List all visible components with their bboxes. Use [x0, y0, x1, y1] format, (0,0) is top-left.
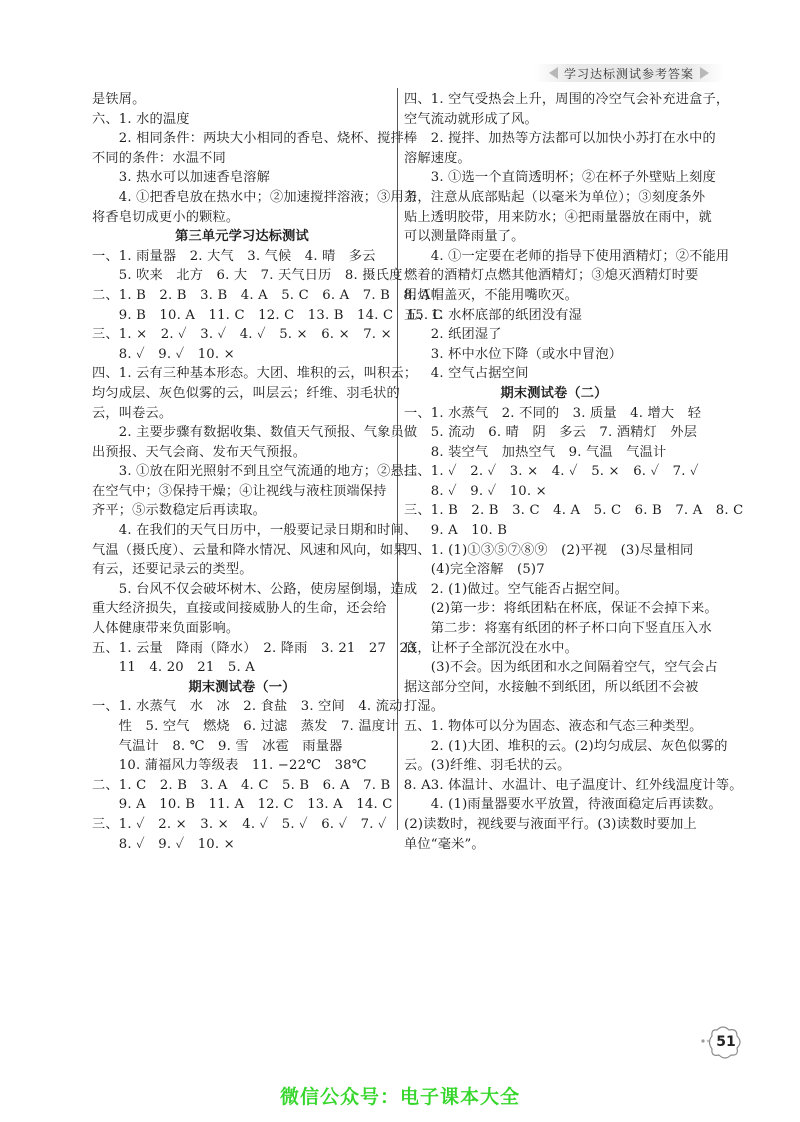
answer-line: 齐平；⑤示数稳定后再读取。: [92, 503, 267, 519]
triangle-left-icon: [549, 67, 558, 79]
answer-line: 均匀成层、灰色似雾的云，叫层云；纤维、羽毛状的: [92, 385, 400, 401]
footer-watermark: 微信公众号：电子课本大全: [279, 1086, 520, 1108]
answer-line: 5. 流动 6. 晴 阴 多云 7. 酒精灯 外层: [404, 425, 698, 441]
triangle-right-icon: [700, 67, 709, 79]
answer-line: 一、1. 雨量器 2. 大气 3. 气候 4. 晴 多云: [92, 248, 376, 264]
answer-line: 单位“毫米”。: [404, 836, 485, 852]
answer-line: 有云，还要记录云的类型。: [92, 562, 253, 578]
answer-line: 四、1. (1)①③⑤⑦⑧⑨ (2)平视 (3)尽量相同: [404, 542, 694, 558]
answer-line: 2. (1)做过。空气能否占据空间。: [404, 581, 629, 597]
answer-line: 8. ✓ 9. ✓ 10. ×: [92, 346, 235, 362]
answer-line: 打湿。: [404, 699, 445, 715]
answer-line: 9. A 10. B 11. A 12. C 13. A 14. C: [92, 797, 393, 813]
answer-line: 4. (1)雨量器要水平放置，待液面稳定后再读数。: [404, 797, 722, 813]
answer-line: 2. 搅拌、加热等方法都可以加快小苏打在水中的: [404, 131, 716, 147]
answer-line: 可以测量降雨量了。: [404, 229, 525, 245]
page-number-badge: [697, 1024, 743, 1060]
answer-line: 云。(3)纤维、羽毛状的云。: [404, 758, 571, 774]
answer-line: 8. ✓ 9. ✓ 10. ×: [404, 483, 547, 499]
section-heading: 第三单元学习达标测试: [175, 229, 309, 245]
section-heading: 期末测试卷（一）: [188, 679, 296, 695]
answer-line: 4. ①一定要在老师的指导下使用酒精灯；②不能用: [404, 248, 730, 264]
answer-line: (2)读数时，视线要与液面平行。(3)读数时要加上: [404, 816, 697, 832]
right-answer-column: [404, 90, 744, 854]
answer-line: 4. 在我们的天气日历中，一般要记录日期和时间、: [92, 523, 418, 539]
answer-line: 3. 热水可以加速香皂溶解: [92, 170, 271, 186]
answer-line: 8. ✓ 9. ✓ 10. ×: [92, 836, 235, 852]
answer-line: 2. 主要步骤有数据收集、数值天气预报、气象员做: [92, 425, 418, 441]
page-number: 51: [716, 1034, 736, 1050]
answer-line: 2. 纸团湿了: [404, 327, 502, 343]
answer-line: 2. (1)大团、堆积的云。(2)均匀成层、灰色似雾的: [404, 738, 728, 754]
answer-line: 出预报、天气会商、发布天气预报。: [92, 444, 307, 460]
answer-line: 人体健康带来负面影响。: [92, 621, 240, 637]
answer-line: 在空气中；③保持干燥；④让视线与液柱顶端保持: [92, 483, 387, 499]
answer-line: 4. 空气占据空间: [404, 366, 529, 382]
answer-line: 云，叫卷云。: [92, 405, 173, 421]
answer-line: 4. ①把香皂放在热水中；②加速搅拌溶液；③用刀: [92, 189, 418, 205]
answer-line: 3. ①选一个直筒透明杯；②在杯子外壁贴上刻度: [404, 170, 716, 186]
answer-line: 8. 装空气 加热空气 9. 气温 气温计: [404, 444, 667, 460]
answer-line: 六、1. 水的温度: [92, 111, 190, 127]
answer-line: 第二步：将塞有纸团的杯子杯口向下竖直压入水: [404, 621, 712, 637]
answer-line: 不同的条件：水温不同: [92, 150, 226, 166]
answer-line: 溶解速度。: [404, 150, 471, 166]
answer-line: 一、1. 水蒸气 2. 不同的 3. 质量 4. 增大 轻: [404, 405, 702, 421]
answer-line: 贴上透明胶带，用来防水；④把雨量器放在雨中，就: [404, 209, 712, 225]
answer-line: 三、1. ✓ 2. × 3. × 4. ✓ 5. ✓ 6. ✓ 7. ✓: [92, 816, 387, 832]
answer-line: 底，让杯子全部沉没在水中。: [404, 640, 579, 656]
answer-line: 5. 吹来 北方 6. 大 7. 天气日历 8. 摄氏度: [92, 268, 403, 284]
answer-line: (2)第一步：将纸团粘在杯底，保证不会掉下来。: [404, 601, 718, 617]
answer-line: 9. A 10. B: [404, 523, 508, 539]
answer-line: 二、1. ✓ 2. ✓ 3. × 4. ✓ 5. × 6. ✓ 7. ✓: [404, 464, 699, 480]
answer-line: 3. 体温计、水温计、电子温度计、红外线温度计等。: [404, 777, 743, 793]
answer-line: 四、1. 空气受热会上升，周围的冷空气会补充进盒子，: [404, 92, 730, 107]
answer-line: 二、1. B 2. B 3. B 4. A 5. C 6. A 7. B 8. A: [92, 287, 431, 303]
answer-line: 五、1. 云量 降雨（降水） 2. 降雨 3. 21 27 23: [92, 640, 417, 656]
answer-line: 五、1. 物体可以分为固态、液态和气态三种类型。: [404, 719, 703, 734]
answer-line: 是铁屑。: [92, 92, 146, 107]
answer-line: 3. ①放在阳光照射不到且空气流通的地方；②悬挂: [92, 464, 418, 480]
answer-line: 用灯帽盖灭，不能用嘴吹灭。: [404, 287, 579, 303]
answer-line: 10. 蒲福风力等级表 11. −22℃ 38℃: [92, 758, 367, 774]
answer-line: 三、1. × 2. ✓ 3. ✓ 4. ✓ 5. × 6. × 7. ×: [92, 327, 392, 343]
answer-line: 气温（摄氏度）、云量和降水情况、风速和风向，如果: [92, 542, 407, 558]
answer-line: 空气流动就形成了风。: [404, 111, 538, 127]
answer-line: 三、1. B 2. B 3. C 4. A 5. C 6. B 7. A 8. C: [404, 503, 744, 519]
answer-line: 据这部分空间，水接触不到纸团，所以纸团不会被: [404, 679, 699, 695]
answer-line: 3. 杯中水位下降（或水中冒泡）: [404, 346, 623, 362]
answer-line: 五、1. 水杯底部的纸团没有湿: [404, 307, 583, 323]
section-heading: 期末测试卷（二）: [500, 385, 608, 401]
answer-line: 2. 相同条件：两块大小相同的香皂、烧杯、搅拌棒: [92, 131, 418, 147]
answer-line: (4)完全溶解 (5)7: [404, 562, 545, 578]
answer-line: 气温计 8. ℃ 9. 雪 冰雹 雨量器: [92, 738, 343, 754]
answer-line: 一、1. 水蒸气 水 冰 2. 食盐 3. 空间 4. 流动: [92, 699, 403, 715]
header-title: 学习达标测试参考答案: [563, 66, 694, 81]
answer-line: 9. B 10. A 11. C 12. C 13. B 14. C 15. C: [92, 307, 443, 323]
answer-line: 性 5. 空气 燃烧 6. 过滤 蒸发 7. 温度计: [92, 719, 399, 734]
answer-line: 条，注意从底部贴起（以毫米为单位）；③刻度条外: [404, 189, 706, 205]
answer-line: 11 4. 20 21 5. A: [92, 660, 255, 676]
answer-line: 燃着的酒精灯点燃其他酒精灯；③熄灭酒精灯时要: [404, 268, 699, 284]
answer-line: 二、1. C 2. B 3. A 4. C 5. B 6. A 7. B 8. A: [92, 777, 431, 793]
answer-line: 四、1. 云有三种基本形态。大团、堆积的云，叫积云；: [92, 366, 418, 382]
header-banner: [534, 64, 724, 82]
answer-line: 重大经济损失，直接或间接威胁人的生命，还会给: [92, 601, 387, 617]
answer-line: 将香皂切成更小的颗粒。: [92, 209, 240, 225]
answer-line: 5. 台风不仅会破坏树木、公路，使房屋倒塌，造成: [92, 581, 418, 597]
answer-line: (3)不会。因为纸团和水之间隔着空气，空气会占: [404, 660, 718, 676]
